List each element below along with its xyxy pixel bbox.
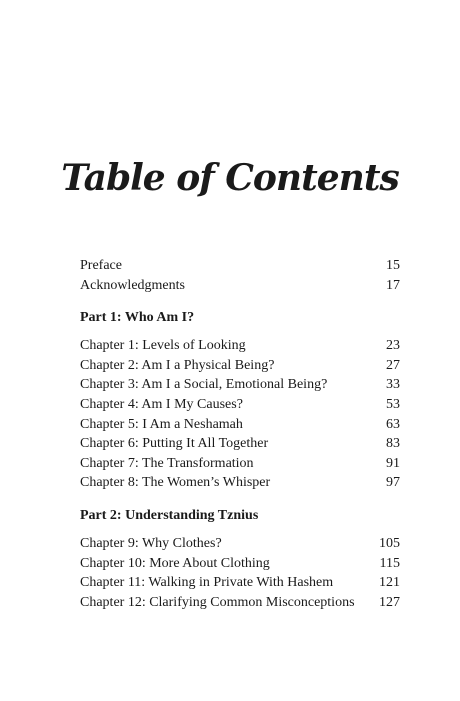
toc-entry-chapter-10 xyxy=(80,554,400,574)
table-of-contents xyxy=(80,256,400,612)
toc-entry-chapter-9 xyxy=(80,534,400,554)
toc-entry-label: Chapter 5: I Am a Neshamah xyxy=(80,416,243,432)
toc-entry-label: Chapter 7: The Transformation xyxy=(80,455,254,471)
toc-entry-label: Chapter 4: Am I My Causes? xyxy=(80,396,243,412)
toc-entry-chapter-8 xyxy=(80,473,400,493)
toc-entry-page: 105 xyxy=(379,535,400,551)
spacer xyxy=(80,295,400,308)
toc-entry-chapter-11 xyxy=(80,573,400,593)
toc-entry-page: 127 xyxy=(379,594,400,610)
toc-entry-chapter-12 xyxy=(80,593,400,613)
toc-entry-page: 53 xyxy=(386,396,400,412)
toc-entry-label: Chapter 1: Levels of Looking xyxy=(80,338,246,354)
toc-entry-chapter-3 xyxy=(80,375,400,395)
part-heading-2: Part 2: Understanding Tznius xyxy=(80,507,259,523)
toc-entry-page: 121 xyxy=(379,575,400,591)
toc-entry-label: Chapter 6: Putting It All Together xyxy=(80,436,269,452)
toc-entry-label: Preface xyxy=(80,258,122,273)
toc-entry-page: 63 xyxy=(386,416,400,432)
toc-entry-label: Chapter 11: Walking in Private With Hashem xyxy=(80,575,334,591)
toc-entry-label: Chapter 2: Am I a Physical Being? xyxy=(80,357,275,373)
toc-entry-chapter-2 xyxy=(80,356,400,376)
toc-entry-chapter-1 xyxy=(80,336,400,356)
toc-entry-chapter-4 xyxy=(80,395,400,415)
toc-entry-page: 91 xyxy=(386,455,400,471)
page-title: Table of Contents xyxy=(61,157,399,199)
toc-entry-label: Chapter 10: More About Clothing xyxy=(80,555,270,571)
toc-entry-label: Chapter 8: The Women’s Whisper xyxy=(80,475,271,491)
toc-entry-chapter-5 xyxy=(80,415,400,435)
toc-entry-page: 27 xyxy=(386,357,400,373)
toc-entry-preface xyxy=(80,256,400,276)
toc-entry-page: 23 xyxy=(386,338,400,354)
toc-entry-page: 115 xyxy=(379,555,400,571)
toc-entry-label: Chapter 12: Clarifying Common Misconceptions xyxy=(80,594,355,610)
toc-entry-label: Chapter 3: Am I a Social, Emotional Being? xyxy=(80,377,328,393)
toc-entry-page: 15 xyxy=(386,258,400,273)
toc-entry-page: 83 xyxy=(386,436,400,452)
spacer xyxy=(80,526,400,534)
toc-entry-chapter-7 xyxy=(80,454,400,474)
spacer xyxy=(80,328,400,336)
toc-entry-acknowledgments xyxy=(80,276,400,296)
toc-entry-label: Acknowledgments xyxy=(80,277,185,293)
toc-entry-page: 97 xyxy=(386,475,400,491)
spacer xyxy=(80,493,400,506)
toc-entry-chapter-6 xyxy=(80,434,400,454)
part-heading-1: Part 1: Who Am I? xyxy=(80,310,195,326)
toc-entry-page: 17 xyxy=(386,277,400,293)
toc-entry-page: 33 xyxy=(386,377,400,393)
toc-entry-label: Chapter 9: Why Clothes? xyxy=(80,535,222,551)
